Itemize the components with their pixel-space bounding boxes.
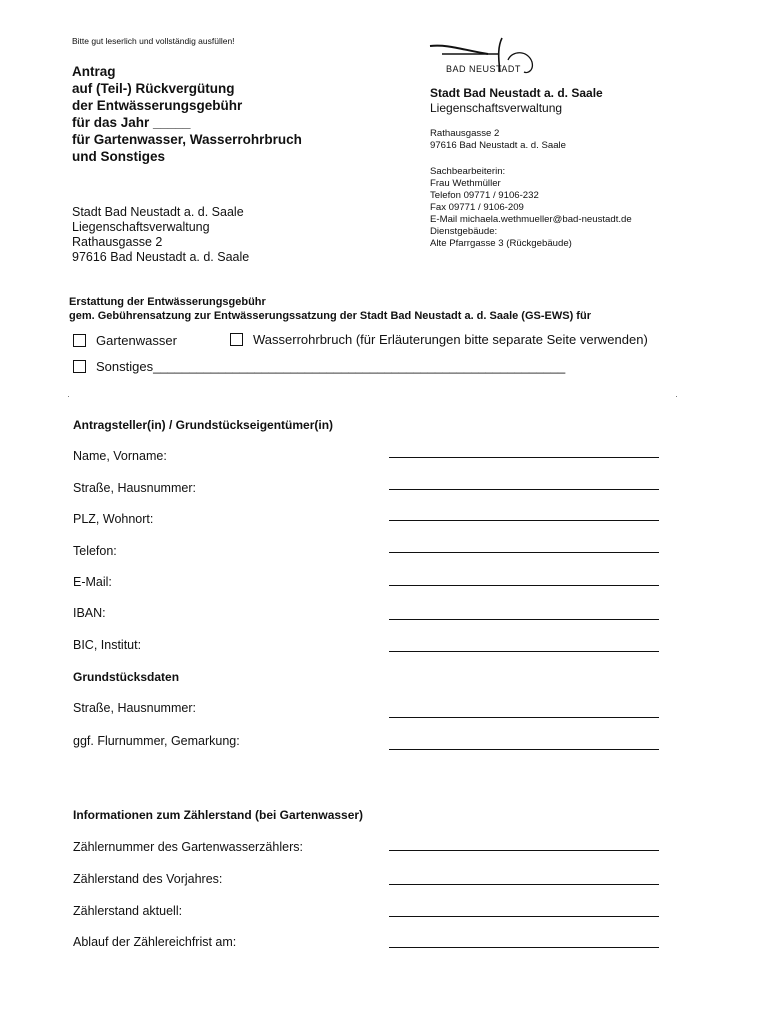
property-heading: Grundstücksdaten bbox=[73, 670, 180, 684]
email-input-line[interactable] bbox=[389, 585, 659, 586]
refund-heading-line: Erstattung der Entwässerungsgebühr bbox=[69, 296, 266, 308]
title-line: Antrag bbox=[72, 64, 116, 79]
org-name: Stadt Bad Neustadt a. d. Saale bbox=[430, 86, 603, 100]
contact-line: Dienstgebäude: bbox=[430, 226, 498, 237]
org-address bbox=[430, 128, 566, 152]
address-line: Rathausgasse 2 bbox=[430, 128, 500, 139]
title-line: für das Jahr _____ bbox=[72, 115, 191, 130]
contact-line: E-Mail michaela.wethmueller@bad-neustadt.de bbox=[430, 214, 632, 225]
sonstiges-checkbox[interactable] bbox=[73, 360, 86, 373]
field-label: PLZ, Wohnort: bbox=[73, 512, 154, 526]
name-input-line[interactable] bbox=[389, 457, 659, 458]
option-label: Sonstiges_________________________________________________________ bbox=[96, 359, 566, 374]
recipient-line: 97616 Bad Neustadt a. d. Saale bbox=[72, 250, 250, 264]
gartenwasser-checkbox[interactable] bbox=[73, 334, 86, 347]
option-wasserrohrbruch[interactable] bbox=[230, 332, 648, 347]
fill-instruction-note: Bitte gut leserlich und vollständig ausfüllen! bbox=[72, 36, 235, 46]
contact-line: Alte Pfarrgasse 3 (Rückgebäude) bbox=[430, 238, 572, 249]
logo-text: BAD NEUSTADT bbox=[446, 64, 521, 74]
bic-input-line[interactable] bbox=[389, 651, 659, 652]
field-label: IBAN: bbox=[73, 606, 106, 620]
calibration-date-input-line[interactable] bbox=[389, 947, 659, 948]
previous-reading-input-line[interactable] bbox=[389, 884, 659, 885]
field-label: E-Mail: bbox=[73, 575, 112, 589]
contact-line: Fax 09771 / 9106-209 bbox=[430, 202, 524, 213]
field-label: Straße, Hausnummer: bbox=[73, 481, 196, 495]
street-input-line[interactable] bbox=[389, 489, 659, 490]
iban-input-line[interactable] bbox=[389, 619, 659, 620]
contact-line: Frau Wethmüller bbox=[430, 178, 501, 189]
parcel-input-line[interactable] bbox=[389, 749, 659, 750]
field-label: Straße, Hausnummer: bbox=[73, 701, 196, 715]
property-street-input-line[interactable] bbox=[389, 717, 659, 718]
meter-heading: Informationen zum Zählerstand (bei Gartenwasser) bbox=[73, 808, 364, 822]
field-label: Zählerstand des Vorjahres: bbox=[73, 872, 223, 886]
current-reading-input-line[interactable] bbox=[389, 916, 659, 917]
margin-mark bbox=[676, 396, 677, 397]
field-label: Ablauf der Zählereichfrist am: bbox=[73, 935, 237, 949]
option-label: Wasserrohrbruch (für Erläuterungen bitte separate Seite verwenden) bbox=[253, 332, 648, 347]
address-line: 97616 Bad Neustadt a. d. Saale bbox=[430, 140, 567, 151]
refund-heading bbox=[69, 295, 591, 323]
recipient-line: Rathausgasse 2 bbox=[72, 235, 163, 249]
margin-mark bbox=[68, 396, 69, 397]
city-input-line[interactable] bbox=[389, 520, 659, 521]
field-label: Name, Vorname: bbox=[73, 449, 167, 463]
phone-input-line[interactable] bbox=[389, 552, 659, 553]
title-line: der Entwässerungsgebühr bbox=[72, 98, 243, 113]
meter-number-input-line[interactable] bbox=[389, 850, 659, 851]
title-line: für Gartenwasser, Wasserrohrbruch bbox=[72, 132, 302, 147]
title-line: auf (Teil-) Rückvergütung bbox=[72, 81, 235, 96]
field-label: ggf. Flurnummer, Gemarkung: bbox=[73, 734, 240, 748]
field-label: Zählernummer des Gartenwasserzählers: bbox=[73, 840, 303, 854]
option-label: Gartenwasser bbox=[96, 333, 177, 348]
org-contact bbox=[430, 166, 632, 250]
field-label: Zählerstand aktuell: bbox=[73, 904, 183, 918]
option-sonstiges[interactable] bbox=[73, 359, 565, 374]
applicant-heading: Antragsteller(in) / Grundstückseigentümer(in) bbox=[73, 418, 334, 432]
form-title bbox=[72, 63, 302, 165]
recipient-address bbox=[72, 205, 249, 265]
title-line: und Sonstiges bbox=[72, 149, 166, 164]
contact-line: Telefon 09771 / 9106-232 bbox=[430, 190, 539, 201]
refund-heading-line: gem. Gebührensatzung zur Entwässerungssatzung der Stadt Bad Neustadt a. d. Saale (GS-EWS) für bbox=[69, 310, 591, 322]
option-gartenwasser[interactable] bbox=[73, 333, 177, 348]
recipient-line: Stadt Bad Neustadt a. d. Saale bbox=[72, 205, 244, 219]
recipient-line: Liegenschaftsverwaltung bbox=[72, 220, 210, 234]
field-label: BIC, Institut: bbox=[73, 638, 142, 652]
field-label: Telefon: bbox=[73, 544, 117, 558]
city-logo bbox=[428, 34, 538, 78]
contact-line: Sachbearbeiterin: bbox=[430, 166, 506, 177]
org-department: Liegenschaftsverwaltung bbox=[430, 101, 563, 115]
wasserrohrbruch-checkbox[interactable] bbox=[230, 333, 243, 346]
